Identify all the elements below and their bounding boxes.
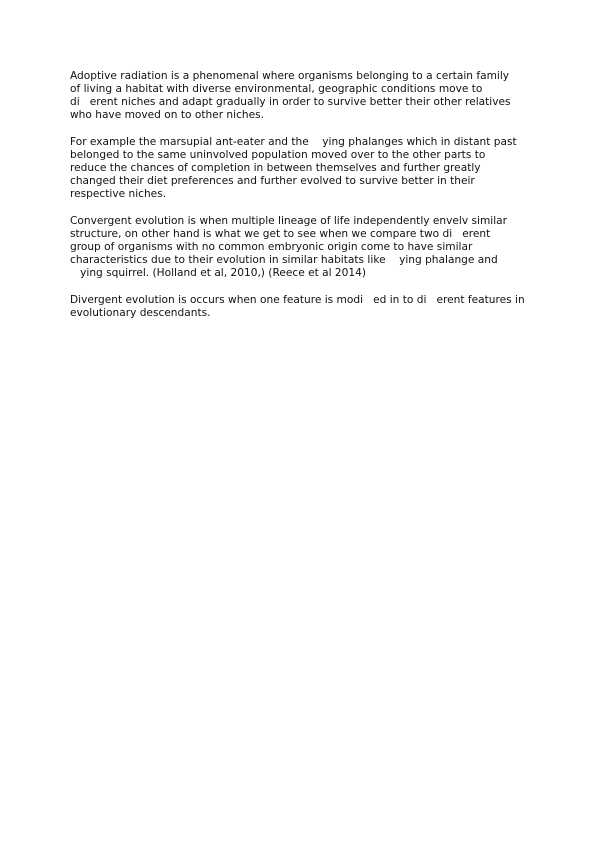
text-line: reduce the chances of completion in between themselves and further greatly [70,162,481,174]
text-line: belonged to the same uninvolved population moved over to the other parts to [70,149,486,161]
text-line: Divergent evolution is occurs when one feature is modi ed in to di erent features in [70,294,525,306]
paragraph-convergent-evolution [70,215,540,280]
text-line: of living a habitat with diverse environmental, geographic conditions move to [70,83,483,95]
text-line: who have moved on to other niches. [70,109,265,121]
paragraph-example [70,136,540,201]
paragraph-divergent-evolution [70,294,540,320]
text-line: group of organisms with no common embryonic origin come to have similar [70,241,473,253]
paragraph-adaptive-radiation [70,70,540,122]
text-line: Convergent evolution is when multiple lineage of life independently envelv similar [70,215,508,227]
text-line: ying squirrel. (Holland et al, 2010,) (Reece et al 2014) [70,267,367,279]
text-line: evolutionary descendants. [70,307,211,319]
document-body [70,70,540,334]
text-line: changed their diet preferences and further evolved to survive better in their [70,175,475,187]
text-line: For example the marsupial ant-eater and the ying phalanges which in distant past [70,136,517,148]
text-line: di erent niches and adapt gradually in order to survive better their other relatives [70,96,511,108]
text-line: respective niches. [70,188,167,200]
text-line: characteristics due to their evolution in similar habitats like ying phalange and [70,254,498,266]
text-line: structure, on other hand is what we get to see when we compare two di erent [70,228,491,240]
text-line: Adoptive radiation is a phenomenal where organisms belonging to a certain family [70,70,510,82]
